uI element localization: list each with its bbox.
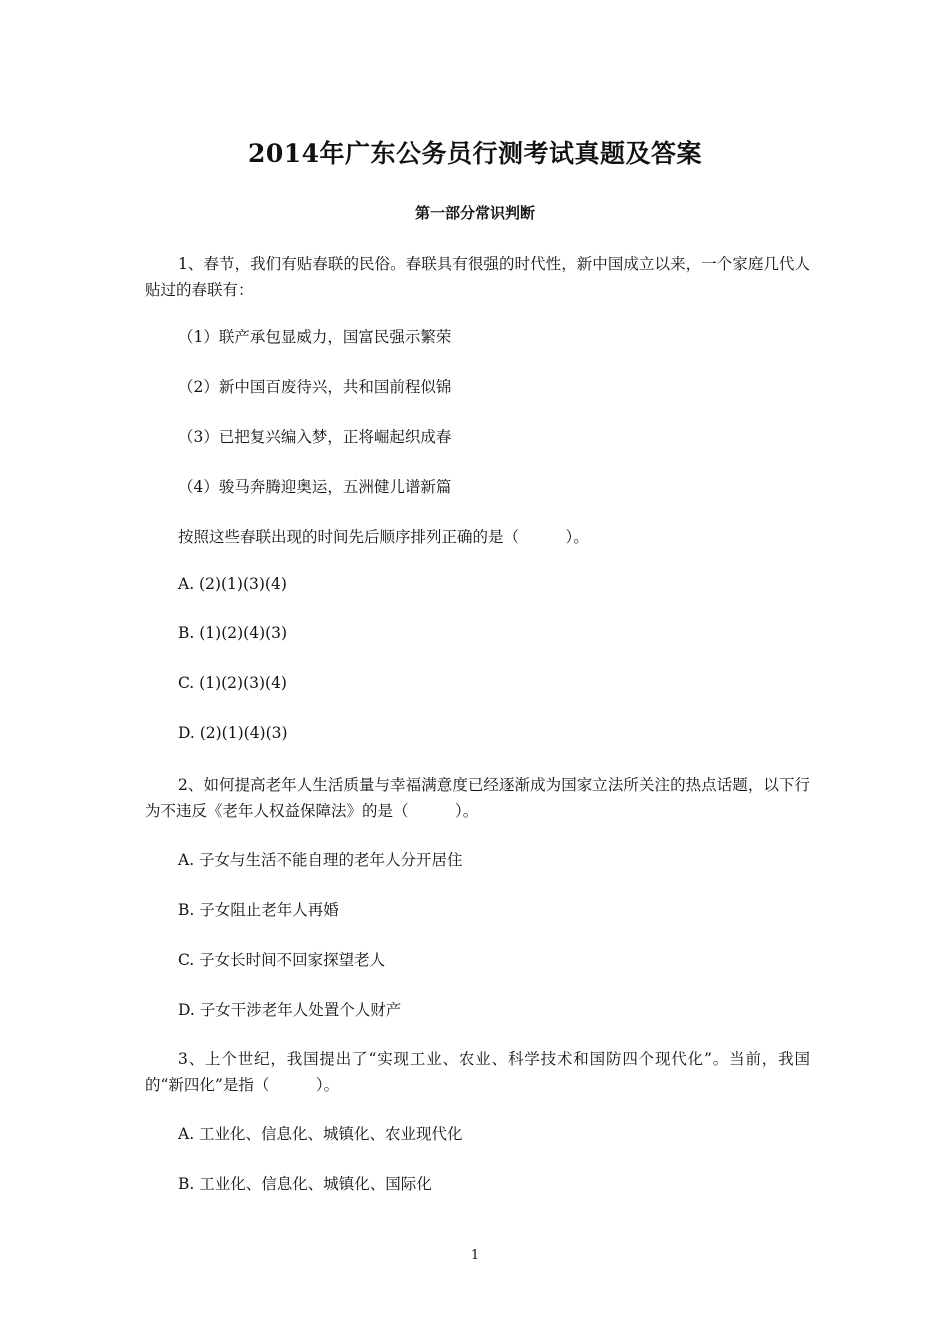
question-1-option: D. (2)(1)(4)(3) [178, 724, 288, 742]
question-1-item: （3）已把复兴编入梦，正将崛起织成春 [178, 428, 452, 446]
page-number: 1 [470, 1248, 480, 1263]
question-3-stem: 3、上个世纪，我国提出了“实现工业、农业、科学技术和国防四个现代化”。当前，我国的“新四化”是指（ ）。 [145, 1050, 810, 1094]
question-1-option: A. (2)(1)(3)(4) [178, 575, 287, 593]
document-title: 2014年广东公务员行测考试真题及答案 [247, 139, 703, 168]
question-1-option: B. (1)(2)(4)(3) [178, 624, 288, 642]
question-2-option: B. 子女阻止老年人再婚 [178, 901, 339, 919]
question-1-item: （1）联产承包显威力，国富民强示繁荣 [178, 328, 452, 346]
section-heading: 第一部分常识判断 [414, 204, 535, 222]
question-3-option: B. 工业化、信息化、城镇化、国际化 [178, 1175, 432, 1193]
question-1-prompt: 按照这些春联出现的时间先后顺序排列正确的是（ ）。 [178, 528, 589, 546]
question-1-option: C. (1)(2)(3)(4) [178, 674, 287, 692]
question-2-stem: 2、如何提高老年人生活质量与幸福满意度已经逐渐成为国家立法所关注的热点话题，以下行为不违反《老年人权益保障法》的是（ ）。 [145, 776, 810, 820]
question-1-item: （2）新中国百废待兴，共和国前程似锦 [178, 378, 452, 396]
question-3-option: A. 工业化、信息化、城镇化、农业现代化 [178, 1125, 463, 1143]
question-1-stem: 1、春节，我们有贴春联的民俗。春联具有很强的时代性，新中国成立以来，一个家庭几代人贴过的春联有： [145, 255, 810, 299]
question-2-option: D. 子女干涉老年人处置个人财产 [178, 1001, 402, 1019]
question-2-option: C. 子女长时间不回家探望老人 [178, 951, 386, 969]
question-2-option: A. 子女与生活不能自理的老年人分开居住 [178, 851, 463, 869]
question-1-item: （4）骏马奔腾迎奥运，五洲健儿谱新篇 [178, 478, 452, 496]
